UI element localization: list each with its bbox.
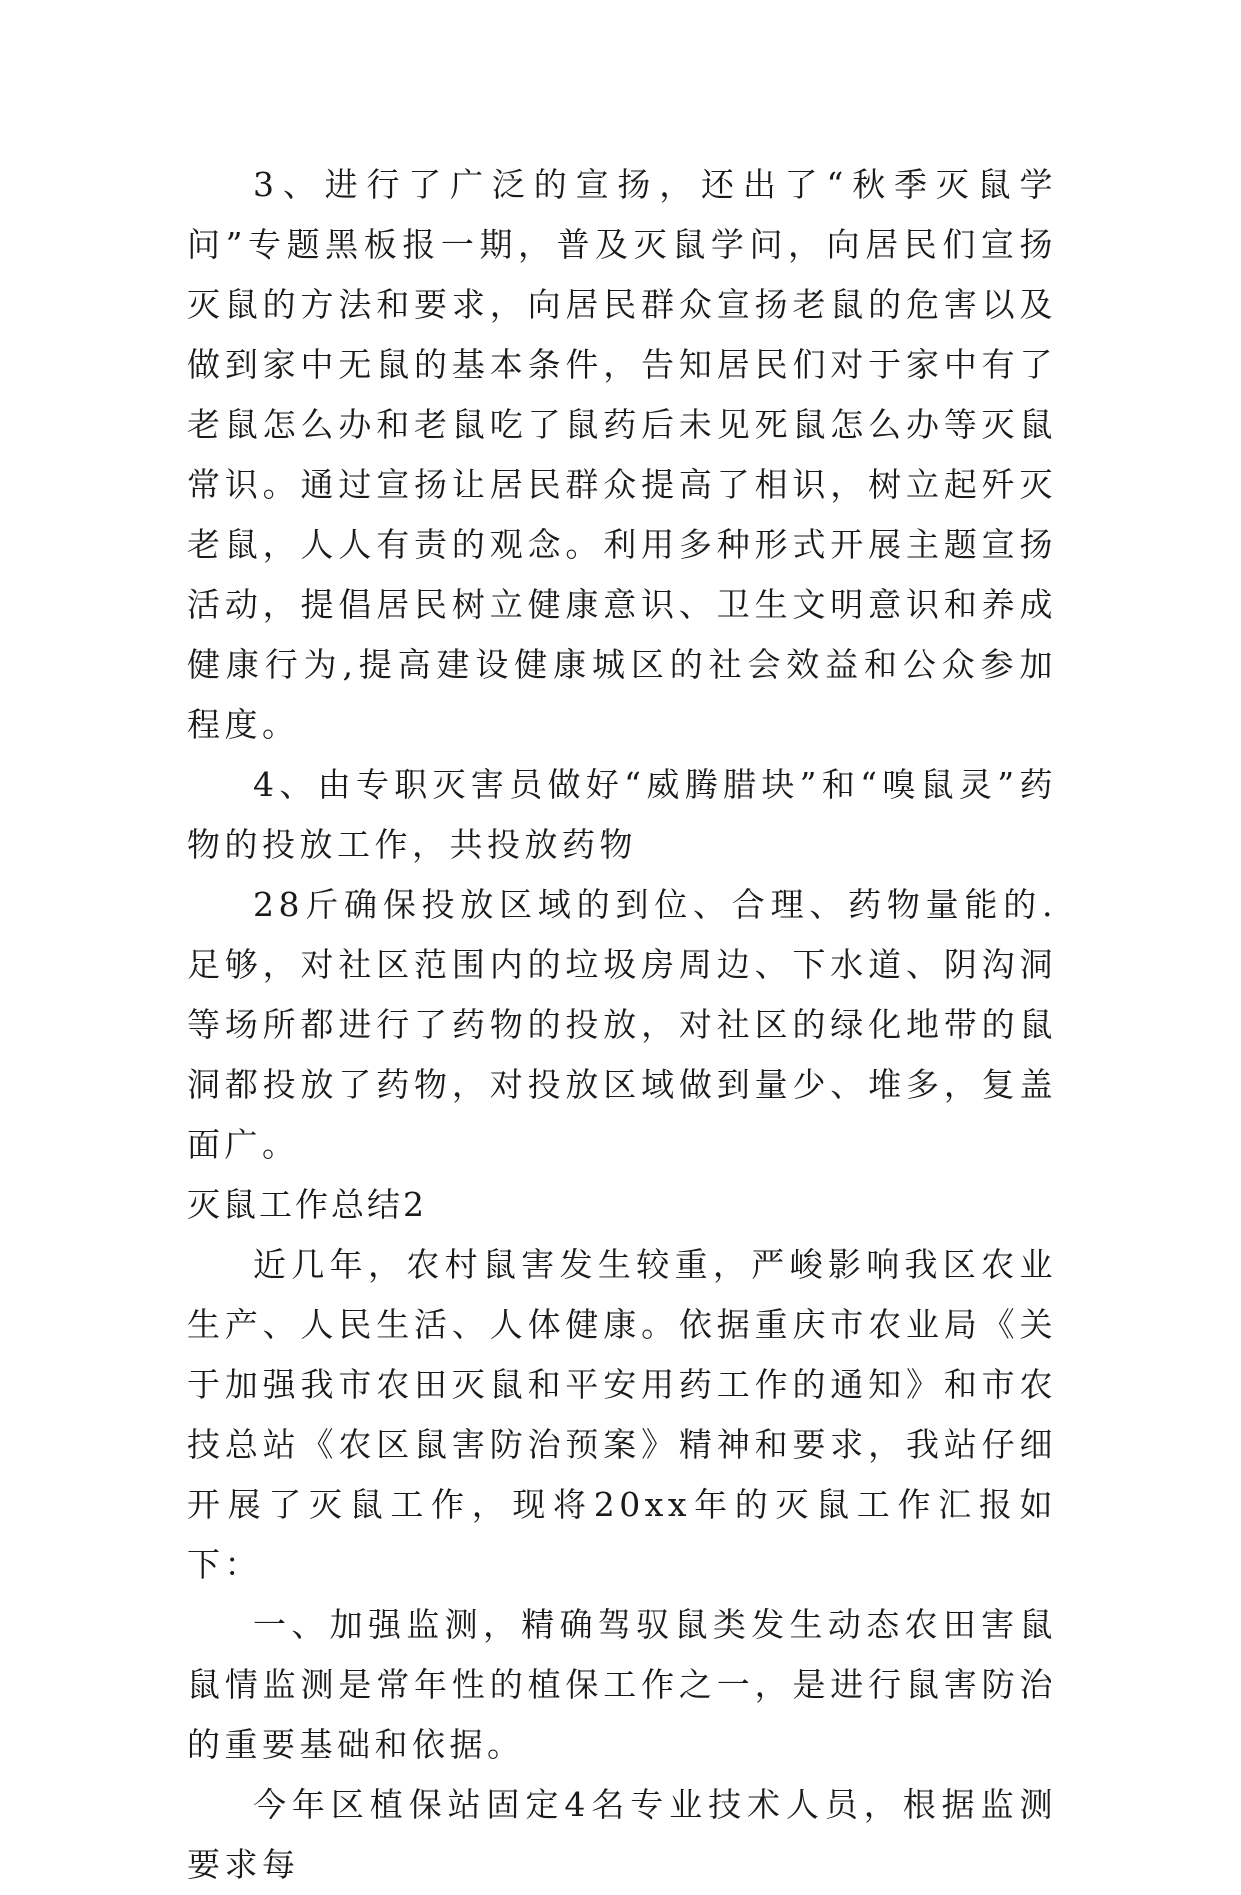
paragraph-intro: 近几年，农村鼠害发生较重，严峻影响我区农业生产、人民生活、人体健康。依据重庆市农业局《关于加强我市农田灭鼠和平安用药工作的通知》和市农技总站《农区鼠害防治预案》精神和要求，我站仔细开展了灭鼠工作，现将20xx年的灭鼠工作汇报如下： — [187, 1245, 1057, 1584]
paragraph-monitoring: 一、加强监测，精确驾驭鼠类发生动态农田害鼠鼠情监测是常年性的植保工作之一，是进行鼠害防治的重要基础和依据。 — [187, 1605, 1057, 1764]
paragraph-staff: 今年区植保站固定4名专业技术人员，根据监测要求每 — [187, 1785, 1057, 1884]
section-heading: 灭鼠工作总结2 — [187, 1185, 427, 1224]
paragraph-bait-amount: 28斤确保投放区域的到位、合理、药物量能的.足够，对社区范围内的垃圾房周边、下水道、阴沟洞等场所都进行了药物的投放，对社区的绿化地带的鼠洞都投放了药物，对投放区域做到量少、堆多，复盖面广。 — [187, 885, 1057, 1164]
paragraph-bait-placement: 4、由专职灭害员做好“威腾腊块”和“嗅鼠灵”药物的投放工作，共投放药物 — [187, 765, 1057, 864]
paragraph-publicity: 3、进行了广泛的宣扬，还出了“秋季灭鼠学问”专题黑板报一期，普及灭鼠学问，向居民们宣扬灭鼠的方法和要求，向居民群众宣扬老鼠的危害以及做到家中无鼠的基本条件，告知居民们对于家中有了老鼠怎么办和老鼠吃了鼠药后未见死鼠怎么办等灭鼠常识。通过宣扬让居民群众提高了相识，树立起歼灭老鼠，人人有责的观念。利用多种形式开展主题宣扬活动，提倡居民树立健康意识、卫生文明意识和养成健康行为,提高建设健康城区的社会效益和公众参加程度。 — [187, 165, 1057, 744]
document-body — [187, 155, 1057, 1895]
